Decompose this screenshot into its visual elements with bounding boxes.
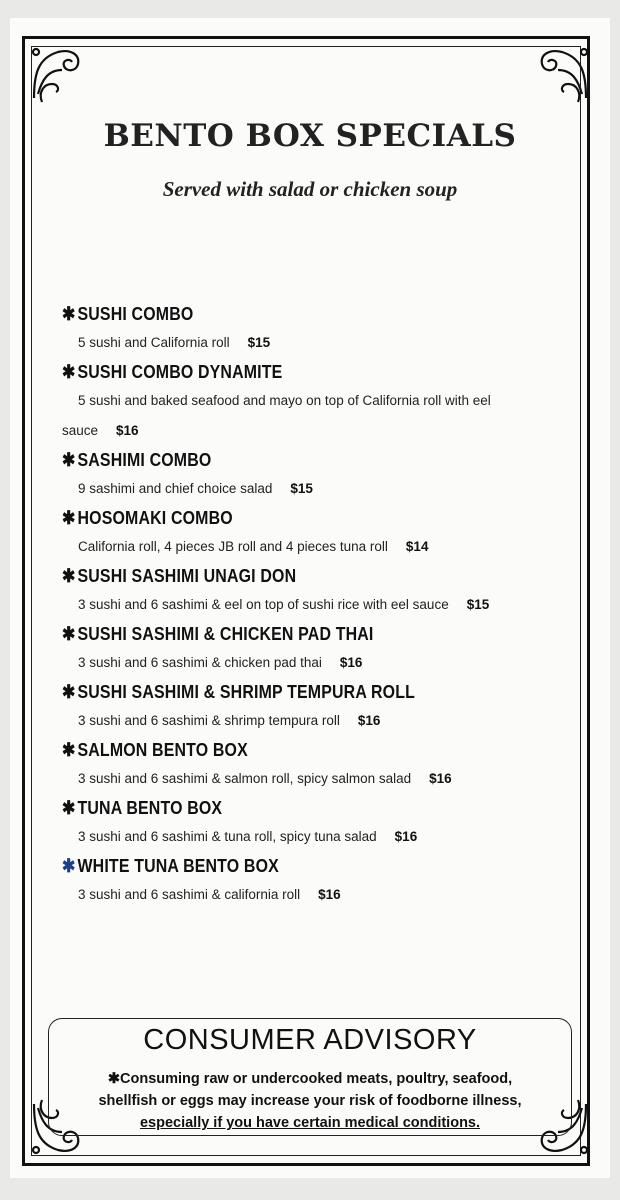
item-name: HOSOMAKI COMBO xyxy=(77,507,233,528)
menu-item xyxy=(62,358,562,446)
asterisk-icon: ✱ xyxy=(62,449,76,470)
menu-item xyxy=(62,678,562,736)
flourish-ornament-icon xyxy=(532,44,592,104)
item-description: 5 sushi and baked seafood and mayo on top of California roll with eel xyxy=(78,393,491,408)
asterisk-icon: ✱ xyxy=(62,361,76,382)
item-name: TUNA BENTO BOX xyxy=(77,797,223,818)
item-price: $15 xyxy=(247,335,271,350)
menu-item xyxy=(62,852,562,910)
menu-item xyxy=(62,794,562,852)
item-description: 3 sushi and 6 sashimi & shrimp tempura roll xyxy=(78,713,340,728)
item-price: $16 xyxy=(357,713,381,728)
advisory-text xyxy=(66,1068,554,1134)
asterisk-icon: ✱ xyxy=(62,303,76,324)
asterisk-icon: ✱ xyxy=(62,855,76,876)
item-name: SALMON BENTO BOX xyxy=(77,739,248,760)
item-price: $14 xyxy=(405,539,429,554)
item-name: SUSHI COMBO DYNAMITE xyxy=(77,361,283,382)
item-price: $16 xyxy=(116,423,139,438)
item-name: SASHIMI COMBO xyxy=(77,449,212,470)
item-description: sauce xyxy=(62,423,99,438)
advisory-line: especially if you have certain medical conditions. xyxy=(139,1115,481,1131)
item-name: SUSHI SASHIMI & CHICKEN PAD THAI xyxy=(77,623,374,644)
menu-item xyxy=(62,300,562,358)
flourish-ornament-icon xyxy=(28,44,88,104)
item-price: $16 xyxy=(318,887,341,902)
menu-list xyxy=(62,300,562,910)
item-description: 3 sushi and 6 sashimi & chicken pad thai xyxy=(78,655,322,670)
item-price: $16 xyxy=(394,829,418,844)
item-name: WHITE TUNA BENTO BOX xyxy=(77,855,279,876)
item-price: $15 xyxy=(466,597,490,612)
menu-item xyxy=(62,562,562,620)
item-description: 5 sushi and California roll xyxy=(78,335,230,350)
consumer-advisory xyxy=(48,1018,572,1148)
advisory-title: CONSUMER ADVISORY xyxy=(143,1024,477,1056)
menu-item xyxy=(62,736,562,794)
menu-item xyxy=(62,446,562,504)
item-description: California roll, 4 pieces JB roll and 4 pieces tuna roll xyxy=(78,539,388,554)
item-description: 9 sashimi and chief choice salad xyxy=(78,481,273,496)
item-description: 3 sushi and 6 sashimi & eel on top of sushi rice with eel sauce xyxy=(78,597,449,612)
item-price: $16 xyxy=(339,655,363,670)
advisory-line: shellfish or eggs may increase your risk of foodborne illness, xyxy=(98,1093,522,1109)
item-price: $15 xyxy=(290,481,313,496)
page-subtitle: Served with salad or chicken soup xyxy=(162,177,458,201)
item-name: SUSHI COMBO xyxy=(77,303,194,324)
item-name: SUSHI SASHIMI UNAGI DON xyxy=(77,565,297,586)
item-price: $16 xyxy=(429,771,452,786)
asterisk-icon: ✱ xyxy=(62,623,76,644)
menu-item xyxy=(62,620,562,678)
item-description: 3 sushi and 6 sashimi & tuna roll, spicy tuna salad xyxy=(78,829,377,844)
item-description: 3 sushi and 6 sashimi & salmon roll, spicy salmon salad xyxy=(78,771,412,786)
asterisk-icon: ✱ xyxy=(62,565,76,586)
asterisk-icon: ✱ xyxy=(62,681,76,702)
asterisk-icon: ✱ xyxy=(62,797,76,818)
advisory-line: ✱Consuming raw or undercooked meats, poultry, seafood, xyxy=(107,1071,513,1087)
asterisk-icon: ✱ xyxy=(62,739,76,760)
page-title: BENTO BOX SPECIALS xyxy=(103,118,517,154)
item-description: 3 sushi and 6 sashimi & california roll xyxy=(78,887,301,902)
asterisk-icon: ✱ xyxy=(62,507,76,528)
menu-item xyxy=(62,504,562,562)
item-name: SUSHI SASHIMI & SHRIMP TEMPURA ROLL xyxy=(77,681,415,702)
